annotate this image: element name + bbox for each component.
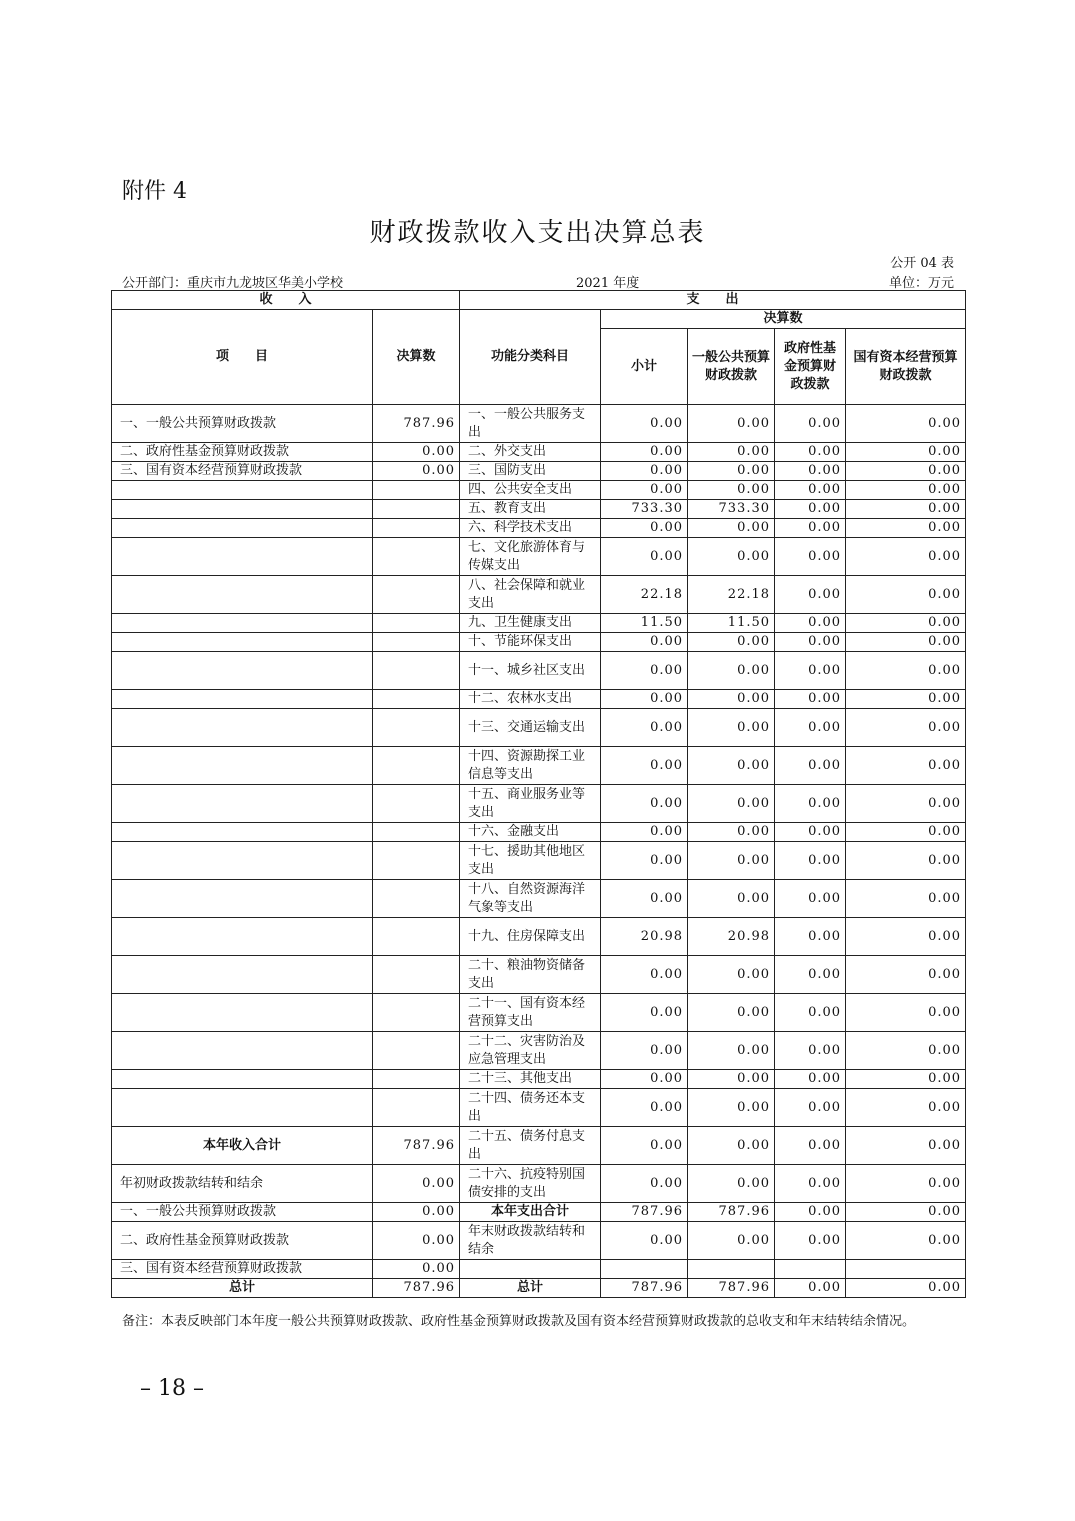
income-amount-cell (373, 690, 460, 709)
function-category-cell: 九、卫生健康支出 (460, 614, 601, 633)
general-budget-cell: 0.00 (688, 823, 775, 842)
table-row (112, 1089, 966, 1127)
state-capital-cell: 0.00 (846, 842, 966, 880)
table-row (112, 1260, 966, 1279)
function-category-cell: 七、文化旅游体育与传媒支出 (460, 538, 601, 576)
income-item-cell: 年初财政拨款结转和结余 (112, 1165, 373, 1203)
table-row (112, 1032, 966, 1070)
subtotal-cell: 0.00 (601, 690, 688, 709)
income-item-cell: 三、国有资本经营预算财政拨款 (112, 1260, 373, 1279)
budget-group-header: 决算数 (601, 310, 966, 329)
table-row (112, 956, 966, 994)
page-title: 财政拨款收入支出决算总表 (369, 218, 706, 248)
income-item-cell (112, 994, 373, 1032)
income-amount-cell: 0.00 (373, 1260, 460, 1279)
income-amount-cell: 787.96 (373, 1127, 460, 1165)
table-row (112, 1203, 966, 1222)
function-category-cell: 五、教育支出 (460, 500, 601, 519)
attachment-label: 附件 4 (122, 179, 187, 204)
general-budget-cell: 787.96 (688, 1279, 775, 1298)
table-row (112, 747, 966, 785)
state-capital-cell: 0.00 (846, 1222, 966, 1260)
income-amount-cell (373, 956, 460, 994)
subtotal-cell: 0.00 (601, 481, 688, 500)
income-item-cell: 一、一般公共预算财政拨款 (112, 1203, 373, 1222)
fund-budget-cell (775, 1260, 846, 1279)
state-capital-cell: 0.00 (846, 1127, 966, 1165)
state-capital-cell: 0.00 (846, 709, 966, 747)
general-budget-cell: 0.00 (688, 481, 775, 500)
table-row (112, 785, 966, 823)
fund-budget-cell: 0.00 (775, 747, 846, 785)
income-item-cell: 一、一般公共预算财政拨款 (112, 405, 373, 443)
income-amount-cell: 787.96 (373, 405, 460, 443)
subtotal-cell: 0.00 (601, 519, 688, 538)
income-amount-cell (373, 1070, 460, 1089)
function-category-cell (460, 1260, 601, 1279)
fund-budget-cell: 0.00 (775, 842, 846, 880)
function-category-cell: 二十五、债务付息支出 (460, 1127, 601, 1165)
state-capital-cell: 0.00 (846, 1070, 966, 1089)
income-amount-cell (373, 500, 460, 519)
state-capital-cell: 0.00 (846, 519, 966, 538)
subtotal-cell: 0.00 (601, 405, 688, 443)
function-category-cell: 二十一、国有资本经营预算支出 (460, 994, 601, 1032)
table-row (112, 462, 966, 481)
subtotal-cell: 0.00 (601, 1089, 688, 1127)
fund-budget-cell: 0.00 (775, 880, 846, 918)
subtotal-cell: 20.98 (601, 918, 688, 956)
income-item-cell (112, 652, 373, 690)
general-budget-cell: 22.18 (688, 576, 775, 614)
income-amount-cell (373, 747, 460, 785)
state-capital-cell: 0.00 (846, 462, 966, 481)
table-row (112, 633, 966, 652)
income-amount-cell (373, 481, 460, 500)
state-capital-cell: 0.00 (846, 956, 966, 994)
state-capital-cell: 0.00 (846, 1165, 966, 1203)
income-amount-cell (373, 633, 460, 652)
subtotal-cell: 0.00 (601, 785, 688, 823)
table-row (112, 1070, 966, 1089)
fund-budget-cell: 0.00 (775, 1222, 846, 1260)
general-budget-cell: 0.00 (688, 1127, 775, 1165)
state-capital-cell: 0.00 (846, 633, 966, 652)
function-category-cell: 六、科学技术支出 (460, 519, 601, 538)
fund-header: 政府性基金预算财政拨款 (775, 329, 846, 405)
function-category-cell: 一、一般公共服务支出 (460, 405, 601, 443)
subtotal-cell: 0.00 (601, 994, 688, 1032)
fund-budget-cell: 0.00 (775, 538, 846, 576)
function-category-cell: 八、社会保障和就业支出 (460, 576, 601, 614)
state-capital-cell: 0.00 (846, 538, 966, 576)
state-capital-cell: 0.00 (846, 690, 966, 709)
page-number: – 18 – (140, 1376, 204, 1401)
income-item-cell (112, 614, 373, 633)
general-budget-cell: 20.98 (688, 918, 775, 956)
subtotal-cell: 0.00 (601, 633, 688, 652)
income-amount-cell (373, 519, 460, 538)
fund-budget-cell: 0.00 (775, 1070, 846, 1089)
subtotal-cell: 0.00 (601, 709, 688, 747)
subtotal-cell: 0.00 (601, 1070, 688, 1089)
general-budget-cell: 0.00 (688, 994, 775, 1032)
fund-budget-cell: 0.00 (775, 462, 846, 481)
table-row (112, 481, 966, 500)
income-item-cell (112, 1070, 373, 1089)
fund-budget-cell: 0.00 (775, 956, 846, 994)
subtotal-cell: 0.00 (601, 842, 688, 880)
general-budget-cell: 11.50 (688, 614, 775, 633)
income-amount-cell: 0.00 (373, 1222, 460, 1260)
table-row (112, 823, 966, 842)
income-amount-cell (373, 576, 460, 614)
state-capital-cell: 0.00 (846, 481, 966, 500)
function-category-cell: 十七、援助其他地区支出 (460, 842, 601, 880)
fund-budget-cell: 0.00 (775, 1032, 846, 1070)
item-header: 项 目 (112, 310, 373, 405)
subtotal-header: 小计 (601, 329, 688, 405)
form-number: 公开 04 表 (890, 256, 954, 271)
income-item-cell (112, 481, 373, 500)
subtotal-cell: 0.00 (601, 652, 688, 690)
subtotal-cell: 0.00 (601, 823, 688, 842)
function-category-cell: 总计 (460, 1279, 601, 1298)
income-amount-cell (373, 785, 460, 823)
table-row (112, 652, 966, 690)
fund-budget-cell: 0.00 (775, 481, 846, 500)
table-row (112, 709, 966, 747)
general-budget-cell: 0.00 (688, 1070, 775, 1089)
income-amount-cell (373, 538, 460, 576)
income-item-cell (112, 538, 373, 576)
income-amount-cell (373, 709, 460, 747)
function-category-cell: 二十三、其他支出 (460, 1070, 601, 1089)
state-capital-cell: 0.00 (846, 443, 966, 462)
function-category-cell: 二十六、抗疫特别国债安排的支出 (460, 1165, 601, 1203)
income-amount-cell (373, 880, 460, 918)
function-category-cell: 十五、商业服务业等支出 (460, 785, 601, 823)
income-item-cell (112, 1089, 373, 1127)
function-category-cell: 十九、住房保障支出 (460, 918, 601, 956)
function-category-cell: 十二、农林水支出 (460, 690, 601, 709)
subtotal-cell: 22.18 (601, 576, 688, 614)
state-capital-cell: 0.00 (846, 785, 966, 823)
subtotal-cell: 0.00 (601, 956, 688, 994)
income-amount-cell (373, 842, 460, 880)
state-capital-cell: 0.00 (846, 576, 966, 614)
budget-table (111, 290, 966, 1298)
general-header: 一般公共预算财政拨款 (688, 329, 775, 405)
income-amount-cell (373, 823, 460, 842)
fund-budget-cell: 0.00 (775, 1165, 846, 1203)
income-item-cell (112, 576, 373, 614)
general-budget-cell: 0.00 (688, 747, 775, 785)
general-budget-cell: 0.00 (688, 1032, 775, 1070)
fund-budget-cell: 0.00 (775, 823, 846, 842)
function-category-cell: 十一、城乡社区支出 (460, 652, 601, 690)
income-amount-cell: 0.00 (373, 443, 460, 462)
subtotal-cell: 11.50 (601, 614, 688, 633)
general-budget-cell: 0.00 (688, 462, 775, 481)
general-budget-cell: 0.00 (688, 519, 775, 538)
general-budget-cell: 0.00 (688, 880, 775, 918)
income-item-cell: 三、国有资本经营预算财政拨款 (112, 462, 373, 481)
subtotal-cell: 733.30 (601, 500, 688, 519)
department-label: 公开部门：重庆市九龙坡区华美小学校 (122, 276, 344, 291)
state-capital-cell: 0.00 (846, 614, 966, 633)
fund-budget-cell: 0.00 (775, 405, 846, 443)
income-item-cell (112, 690, 373, 709)
state-header: 国有资本经营预算财政拨款 (846, 329, 966, 405)
subtotal-cell: 787.96 (601, 1279, 688, 1298)
income-item-cell (112, 500, 373, 519)
state-capital-cell: 0.00 (846, 652, 966, 690)
state-capital-cell (846, 1260, 966, 1279)
table-row (112, 500, 966, 519)
general-budget-cell: 0.00 (688, 1089, 775, 1127)
expense-header: 支 出 (460, 291, 966, 310)
income-amount-cell: 0.00 (373, 1165, 460, 1203)
fund-budget-cell: 0.00 (775, 994, 846, 1032)
subtotal-cell: 0.00 (601, 880, 688, 918)
state-capital-cell: 0.00 (846, 823, 966, 842)
general-budget-cell: 733.30 (688, 500, 775, 519)
subtotal-cell: 0.00 (601, 747, 688, 785)
fund-budget-cell: 0.00 (775, 1127, 846, 1165)
general-budget-cell (688, 1260, 775, 1279)
income-amount-cell (373, 614, 460, 633)
general-budget-cell: 0.00 (688, 1165, 775, 1203)
function-category-cell: 二十四、债务还本支出 (460, 1089, 601, 1127)
subtotal-cell: 0.00 (601, 1165, 688, 1203)
general-budget-cell: 0.00 (688, 633, 775, 652)
function-category-cell: 十、节能环保支出 (460, 633, 601, 652)
table-row (112, 576, 966, 614)
income-item-cell: 本年收入合计 (112, 1127, 373, 1165)
income-header: 收 入 (112, 291, 460, 310)
general-budget-cell: 0.00 (688, 538, 775, 576)
subtotal-cell: 787.96 (601, 1203, 688, 1222)
subtotal-cell: 0.00 (601, 443, 688, 462)
fund-budget-cell: 0.00 (775, 443, 846, 462)
table-row (112, 1165, 966, 1203)
income-amount-cell: 787.96 (373, 1279, 460, 1298)
income-item-cell (112, 633, 373, 652)
fund-budget-cell: 0.00 (775, 1279, 846, 1298)
table-row (112, 918, 966, 956)
unit-label: 单位：万元 (888, 276, 954, 291)
income-item-cell (112, 956, 373, 994)
general-budget-cell: 0.00 (688, 652, 775, 690)
income-amount-cell: 0.00 (373, 1203, 460, 1222)
table-row (112, 994, 966, 1032)
func-header: 功能分类科目 (460, 310, 601, 405)
state-capital-cell: 0.00 (846, 747, 966, 785)
income-amount-cell (373, 918, 460, 956)
income-item-cell (112, 519, 373, 538)
function-category-cell: 二、外交支出 (460, 443, 601, 462)
income-item-cell (112, 823, 373, 842)
income-item-cell: 总计 (112, 1279, 373, 1298)
subtotal-cell: 0.00 (601, 538, 688, 576)
income-amount-cell (373, 652, 460, 690)
fund-budget-cell: 0.00 (775, 785, 846, 823)
state-capital-cell: 0.00 (846, 1279, 966, 1298)
income-item-cell: 二、政府性基金预算财政拨款 (112, 443, 373, 462)
general-budget-cell: 0.00 (688, 1222, 775, 1260)
function-category-cell: 四、公共安全支出 (460, 481, 601, 500)
state-capital-cell: 0.00 (846, 1089, 966, 1127)
year-label: 2021 年度 (576, 276, 640, 291)
general-budget-cell: 0.00 (688, 405, 775, 443)
fund-budget-cell: 0.00 (775, 1089, 846, 1127)
function-category-cell: 十三、交通运输支出 (460, 709, 601, 747)
table-row (112, 405, 966, 443)
function-category-cell: 十八、自然资源海洋气象等支出 (460, 880, 601, 918)
general-budget-cell: 0.00 (688, 690, 775, 709)
function-category-cell: 本年支出合计 (460, 1203, 601, 1222)
state-capital-cell: 0.00 (846, 918, 966, 956)
state-capital-cell: 0.00 (846, 500, 966, 519)
fund-budget-cell: 0.00 (775, 918, 846, 956)
income-item-cell (112, 918, 373, 956)
state-capital-cell: 0.00 (846, 405, 966, 443)
function-category-cell: 年末财政拨款结转和结余 (460, 1222, 601, 1260)
function-category-cell: 二十、粮油物资储备支出 (460, 956, 601, 994)
general-budget-cell: 787.96 (688, 1203, 775, 1222)
income-item-cell (112, 709, 373, 747)
table-row (112, 614, 966, 633)
income-amount-cell (373, 1089, 460, 1127)
subtotal-cell: 0.00 (601, 462, 688, 481)
fund-budget-cell: 0.00 (775, 519, 846, 538)
income-item-cell (112, 785, 373, 823)
income-amount-cell (373, 1032, 460, 1070)
function-category-cell: 十四、资源勘探工业信息等支出 (460, 747, 601, 785)
table-row (112, 1222, 966, 1260)
function-category-cell: 十六、金融支出 (460, 823, 601, 842)
amount-header: 决算数 (373, 310, 460, 405)
subtotal-cell: 0.00 (601, 1032, 688, 1070)
fund-budget-cell: 0.00 (775, 652, 846, 690)
subtotal-cell (601, 1260, 688, 1279)
income-item-cell (112, 842, 373, 880)
income-amount-cell: 0.00 (373, 462, 460, 481)
subtotal-cell: 0.00 (601, 1127, 688, 1165)
income-item-cell (112, 747, 373, 785)
table-row (112, 519, 966, 538)
table-row (112, 538, 966, 576)
income-item-cell: 二、政府性基金预算财政拨款 (112, 1222, 373, 1260)
general-budget-cell: 0.00 (688, 956, 775, 994)
subtotal-cell: 0.00 (601, 1222, 688, 1260)
fund-budget-cell: 0.00 (775, 614, 846, 633)
fund-budget-cell: 0.00 (775, 709, 846, 747)
state-capital-cell: 0.00 (846, 1032, 966, 1070)
general-budget-cell: 0.00 (688, 443, 775, 462)
fund-budget-cell: 0.00 (775, 576, 846, 614)
fund-budget-cell: 0.00 (775, 690, 846, 709)
general-budget-cell: 0.00 (688, 842, 775, 880)
table-row (112, 1279, 966, 1298)
table-row (112, 690, 966, 709)
function-category-cell: 三、国防支出 (460, 462, 601, 481)
table-row (112, 443, 966, 462)
table-row (112, 842, 966, 880)
income-item-cell (112, 1032, 373, 1070)
income-amount-cell (373, 994, 460, 1032)
fund-budget-cell: 0.00 (775, 633, 846, 652)
general-budget-cell: 0.00 (688, 709, 775, 747)
function-category-cell: 二十二、灾害防治及应急管理支出 (460, 1032, 601, 1070)
state-capital-cell: 0.00 (846, 994, 966, 1032)
general-budget-cell: 0.00 (688, 785, 775, 823)
income-item-cell (112, 880, 373, 918)
fund-budget-cell: 0.00 (775, 1203, 846, 1222)
table-row (112, 880, 966, 918)
state-capital-cell: 0.00 (846, 1203, 966, 1222)
table-row (112, 1127, 966, 1165)
state-capital-cell: 0.00 (846, 880, 966, 918)
footnote: 备注：本表反映部门本年度一般公共预算财政拨款、政府性基金预算财政拨款及国有资本经营预算财政拨款的总收支和年末结转结余情况。 (122, 1314, 916, 1329)
fund-budget-cell: 0.00 (775, 500, 846, 519)
